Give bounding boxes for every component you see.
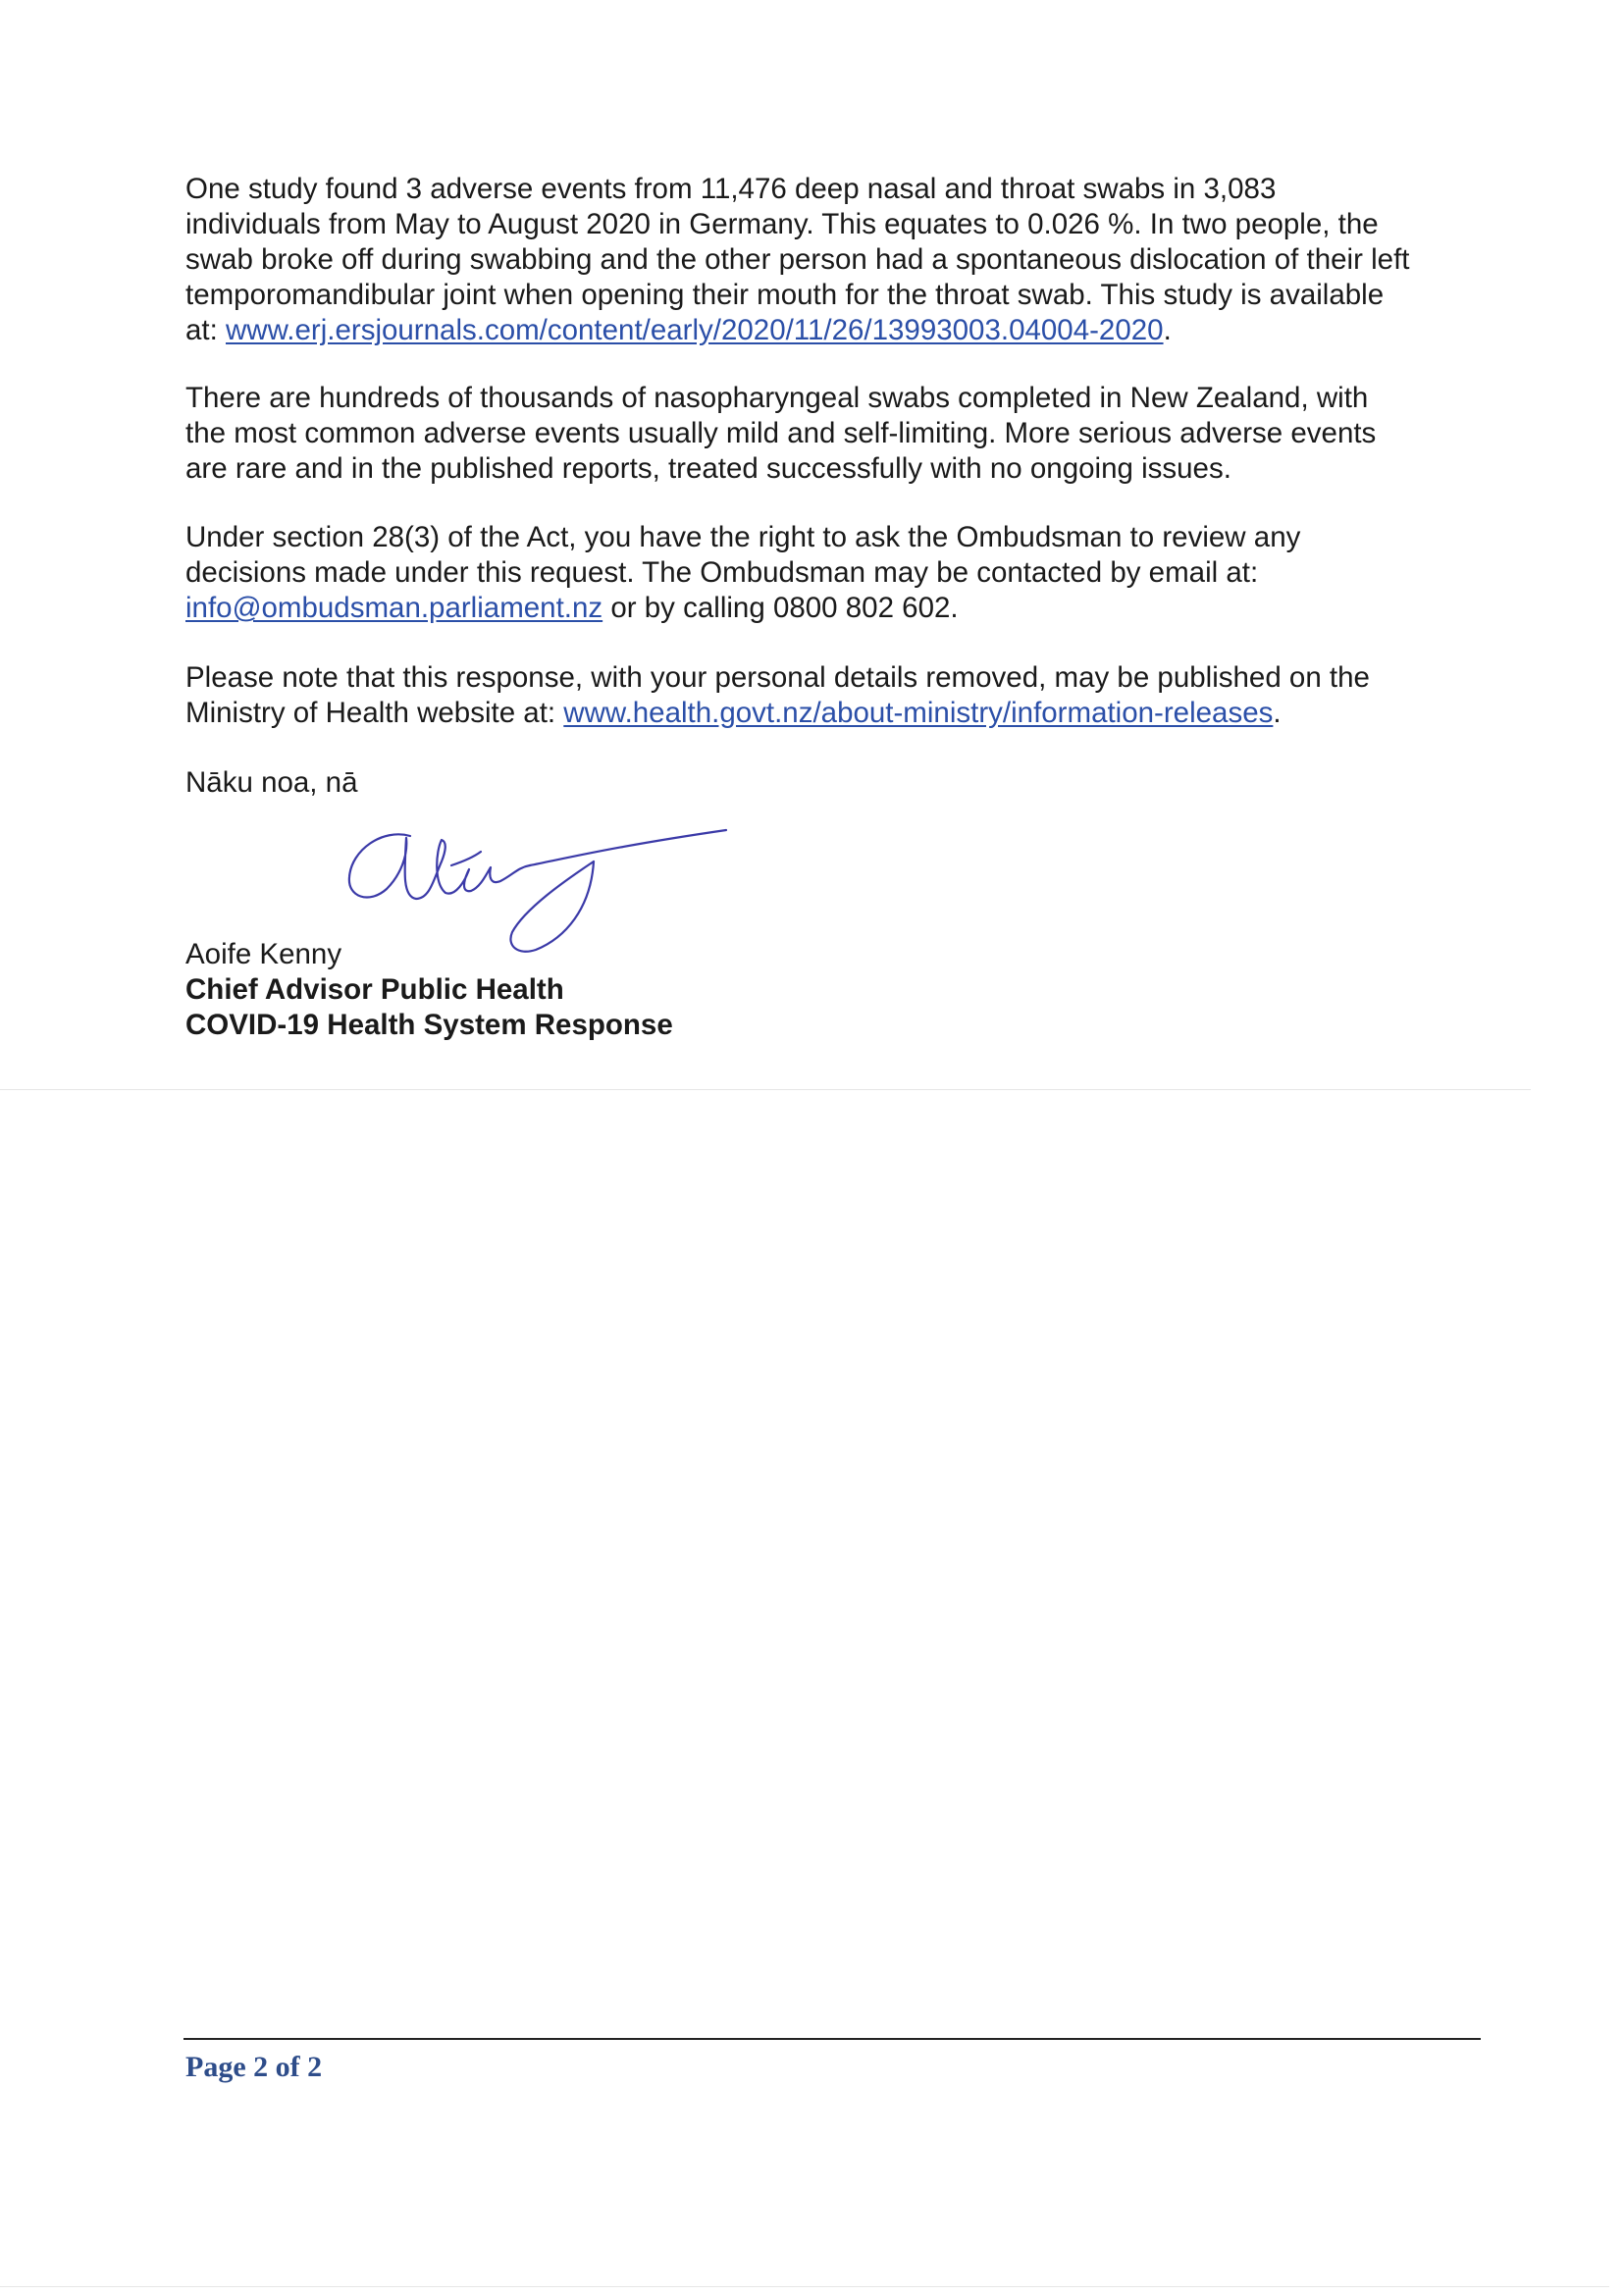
publish-line-1: Please note that this response, with your personal details removed, may be published on the xyxy=(185,661,1370,694)
publish-paragraph xyxy=(185,660,1481,731)
publish-line-2-suffix: . xyxy=(1273,697,1282,729)
study-paragraph xyxy=(185,172,1481,348)
ombudsman-line-3 xyxy=(185,591,1481,626)
info-releases-link[interactable]: www.health.govt.nz/about-ministry/information-releases xyxy=(563,697,1274,729)
study-line-5 xyxy=(185,313,1481,348)
study-line-1: One study found 3 adverse events from 11,476 deep nasal and throat swabs in 3,083 xyxy=(185,173,1277,205)
closing-salutation: Nāku noa, nā xyxy=(185,766,358,799)
footer-divider xyxy=(183,2038,1481,2040)
handwritten-signature xyxy=(343,822,736,979)
study-line-5-prefix: at: xyxy=(185,314,226,346)
scan-artifact-line xyxy=(0,1089,1531,1090)
ombudsman-email-link[interactable]: info@ombudsman.parliament.nz xyxy=(185,592,603,624)
signatory-unit: COVID-19 Health System Response xyxy=(185,1009,673,1041)
signatory-name: Aoife Kenny xyxy=(185,938,342,970)
ombudsman-line-3-suffix: or by calling 0800 802 602. xyxy=(602,592,959,624)
study-line-3: swab broke off during swabbing and the other person had a spontaneous dislocation of their left xyxy=(185,243,1410,276)
study-line-4: temporomandibular joint when opening their mouth for the throat swab. This study is available xyxy=(185,279,1385,311)
nz-line-2: the most common adverse events usually mild and self-limiting. More serious adverse events xyxy=(185,417,1377,449)
ombudsman-paragraph xyxy=(185,520,1481,626)
nz-line-3: are rare and in the published reports, treated successfully with no ongoing issues. xyxy=(185,452,1231,485)
signatory-title: Chief Advisor Public Health xyxy=(185,973,564,1006)
page-number: Page 2 of 2 xyxy=(185,2051,323,2083)
ers-journal-link[interactable]: www.erj.ersjournals.com/content/early/2020/11/26/13993003.04004-2020 xyxy=(226,314,1164,346)
study-line-2: individuals from May to August 2020 in Germany. This equates to 0.026 %. In two people, the xyxy=(185,208,1379,240)
scan-artifact-line-bottom xyxy=(0,2286,1609,2287)
study-line-5-suffix: . xyxy=(1163,314,1172,346)
nz-swabs-paragraph xyxy=(185,381,1481,487)
publish-line-2-prefix: Ministry of Health website at: xyxy=(185,697,564,729)
ombudsman-line-1: Under section 28(3) of the Act, you have the right to ask the Ombudsman to review any xyxy=(185,521,1301,553)
ombudsman-line-2: decisions made under this request. The Ombudsman may be contacted by email at: xyxy=(185,556,1259,589)
publish-line-2 xyxy=(185,696,1481,731)
nz-line-1: There are hundreds of thousands of nasopharyngeal swabs completed in New Zealand, with xyxy=(185,382,1369,414)
